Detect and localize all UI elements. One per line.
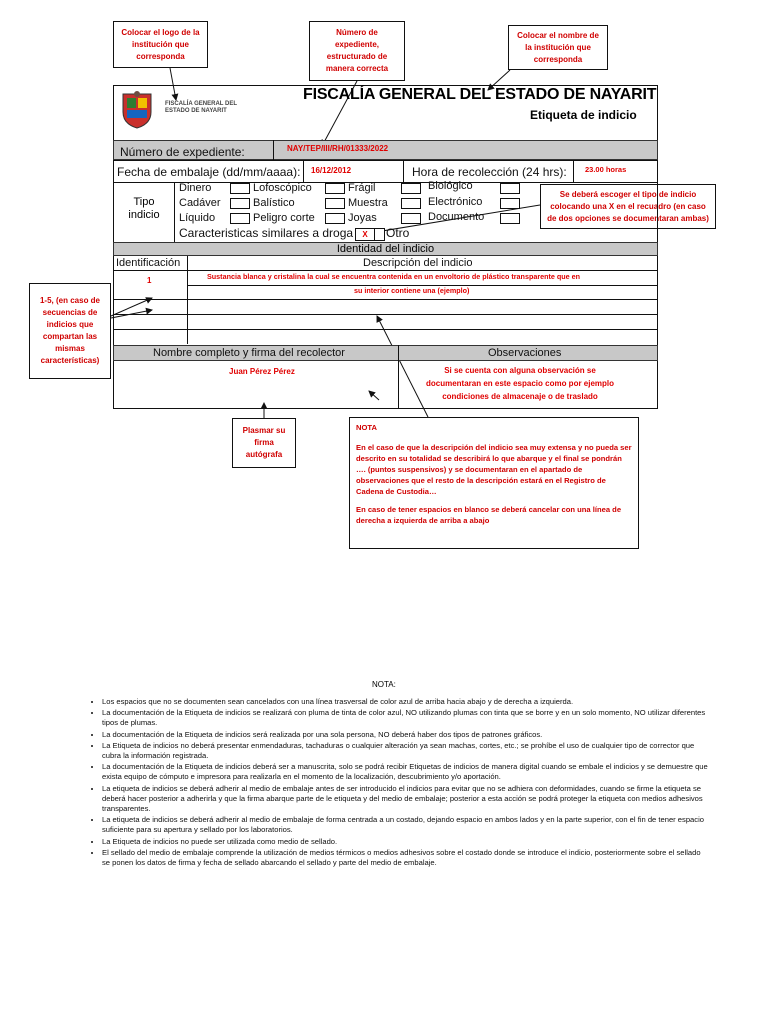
callout-secuencia: 1-5, (en caso de secuencias de indicios que compartan las mismas características) bbox=[29, 283, 111, 379]
note-item: • La etiqueta de indicios se deberá adherir al medio de embalaje de forma centrada a un costado, dejando espacio en ambos lados y en la parte superior, con el fin de tener espacio suficiente para su apertura y sellado por los laboratorios. bbox=[102, 815, 708, 835]
checkbox-otro[interactable] bbox=[375, 228, 385, 241]
expediente-value[interactable]: NAY/TEP/III/RH/01333/2022 bbox=[287, 144, 389, 153]
checkbox-documento[interactable] bbox=[500, 213, 520, 224]
option-balistico: Balístico bbox=[253, 197, 295, 209]
identificacion-value[interactable]: 1 bbox=[147, 276, 152, 285]
option-joyas: Joyas bbox=[348, 212, 377, 224]
similares-droga-mark: X bbox=[362, 230, 368, 239]
fecha-value[interactable]: 16/12/2012 bbox=[311, 166, 352, 175]
descripcion-line-2[interactable]: su interior contiene una (ejemplo) bbox=[354, 286, 470, 295]
page-title: FISCALÍA GENERAL DEL ESTADO DE NAYARIT bbox=[303, 86, 657, 103]
callout-tipo-indicio: Se deberá escoger el tipo de indicio colocando una X en el recuadro (en caso de dos opciones se documentaran ambas) bbox=[540, 184, 716, 229]
checkbox-lofoscopico[interactable] bbox=[325, 183, 345, 194]
callout-nota-p1: En el caso de que la descripción del indicio sea muy extensa y no pueda ser descrito en su totalidad se describirá lo que abarque y el final se pondrán …. (puntos suspensivos) y se documentaran en el apartado de observaciones que el resto de la descripción estará en el Registro de Cadena de Custodia… bbox=[356, 443, 632, 496]
option-documento: Documento bbox=[428, 211, 485, 223]
checkbox-balistico[interactable] bbox=[325, 198, 345, 209]
recolector-value[interactable]: Juan Pérez Pérez bbox=[229, 367, 295, 376]
option-electronico: Electrónico bbox=[428, 196, 483, 208]
checkbox-dinero[interactable] bbox=[230, 183, 250, 194]
note-item: • La Etiqueta de indicios no deberá presentar enmendaduras, tachaduras o cualquier alteración ya sean machas, cortes, etc.; se prohíbe el uso de cualquier tipo de corrector que cubra la información registrada. bbox=[102, 741, 708, 761]
callout-nota-title: NOTA bbox=[356, 423, 377, 432]
note-item: • La documentación de la Etiqueta de indicios se realizará con pluma de tinta de color azul, NO utilizando plumas con tinta que se borre y en un solo momento, NO utilizar diferentes tipos de plumas. bbox=[102, 708, 708, 728]
checkbox-liquido[interactable] bbox=[230, 213, 250, 224]
callout-firma: Plasmar su firma autógrafa bbox=[232, 418, 296, 468]
notes-list bbox=[88, 697, 708, 869]
otro-label: Otro bbox=[386, 226, 410, 240]
expediente-label: Número de expediente: bbox=[120, 145, 245, 159]
callout-logo: Colocar el logo de la institución que corresponda bbox=[113, 21, 208, 68]
option-biologico: Biológico bbox=[428, 180, 473, 192]
observaciones-header: Observaciones bbox=[488, 347, 562, 359]
checkbox-joyas[interactable] bbox=[401, 213, 421, 224]
checkbox-muestra[interactable] bbox=[401, 198, 421, 209]
recolector-header: Nombre completo y firma del recolector bbox=[153, 347, 345, 359]
option-lofoscopico: Lofoscópico bbox=[253, 182, 312, 194]
identificacion-header: Identificación bbox=[116, 257, 181, 269]
institution-logo bbox=[119, 90, 155, 130]
notes-title: NOTA: bbox=[372, 680, 396, 689]
hora-label: Hora de recolección (24 hrs): bbox=[412, 165, 567, 179]
option-liquido: Líquido bbox=[179, 212, 216, 224]
descripcion-line-1[interactable]: Sustancia blanca y cristalina la cual se encuentra contenida en un envoltorio de plástico transparente que en bbox=[207, 272, 581, 281]
descripcion-header: Descripción del indicio bbox=[363, 257, 473, 269]
option-cadaver: Cadáver bbox=[179, 197, 221, 209]
coat-of-arms-icon bbox=[119, 90, 155, 130]
callout-institucion: Colocar el nombre de la institución que corresponda bbox=[508, 25, 608, 70]
option-dinero: Dinero bbox=[179, 182, 212, 194]
hora-value[interactable]: 23.00 horas bbox=[585, 165, 627, 174]
note-item: • El sellado del medio de embalaje comprende la utilización de medios térmicos o medios adhesivos sobre el costado donde se introduce el indicio, posteriormente sobre el sellado se ponen los datos de firma y fecha de sellado abarcando el sellado y parte del medio de embalaje. bbox=[102, 848, 708, 868]
observaciones-value[interactable]: Si se cuenta con alguna observación se documentaran en este espacio como por ejemplo condiciones de almacenaje o de traslado bbox=[425, 366, 615, 401]
checkbox-similares-droga[interactable] bbox=[355, 228, 375, 241]
identidad-header-label: Identidad del indicio bbox=[336, 243, 435, 255]
similares-droga-label: Caracteristicas similares a droga bbox=[179, 226, 354, 240]
tipo-indicio-label: Tipo indicio bbox=[128, 196, 160, 221]
note-item: • La documentación de la Etiqueta de indicios será realizada por una sola persona, NO deberá haber dos tipos de patrones gráficos. bbox=[102, 730, 708, 740]
callout-nota-p2: En caso de tener espacios en blanco se deberá cancelar con una línea de derecha a izquierda de arriba a abajo bbox=[356, 505, 622, 525]
option-fragil: Frágil bbox=[348, 182, 376, 194]
checkbox-peligro-corte[interactable] bbox=[325, 213, 345, 224]
page-subtitle: Etiqueta de indicio bbox=[530, 108, 637, 122]
checkbox-fragil[interactable] bbox=[401, 183, 421, 194]
callout-expediente: Número de expediente, estructurado de manera correcta bbox=[309, 21, 405, 81]
option-peligro-corte: Peligro corte bbox=[253, 212, 315, 224]
logo-text: FISCALÍA GENERAL DEL ESTADO DE NAYARIT bbox=[165, 101, 237, 114]
note-item: • La documentación de la Etiqueta de indicios deberá ser a manuscrita, solo se podrá recibir Etiquetas de indicios de manera digital cuando se embale el indicios y se demuestre que exista equipo de cómputo e impresora para realizarla en el momento de la localización, descubrimiento y/o aportación. bbox=[102, 762, 708, 782]
fecha-label: Fecha de embalaje (dd/mm/aaaa): bbox=[117, 165, 301, 179]
note-item: • La Etiqueta de indicios no puede ser utilizada como medio de sellado. bbox=[102, 837, 708, 847]
checkbox-cadaver[interactable] bbox=[230, 198, 250, 209]
option-muestra: Muestra bbox=[348, 197, 388, 209]
checkbox-biologico[interactable] bbox=[500, 183, 520, 194]
note-item: • Los espacios que no se documenten sean cancelados con una línea trasversal de color azul de arriba hacia abajo y de derecha a izquierda. bbox=[102, 697, 708, 707]
note-item: • La etiqueta de indicios se deberá adherir al medio de embalaje antes de ser introducido el indicios para evitar que no se adhiera con deformidades, cuando se firme la etiqueta se deberá hacer posterior a adherirla y que la firma abarque parte de le etiqueta y del medio de embalaje; posterior a esta acción se podrá proteger la etiqueta con medios adhesivos transparentes. bbox=[102, 784, 708, 815]
checkbox-electronico[interactable] bbox=[500, 198, 520, 209]
